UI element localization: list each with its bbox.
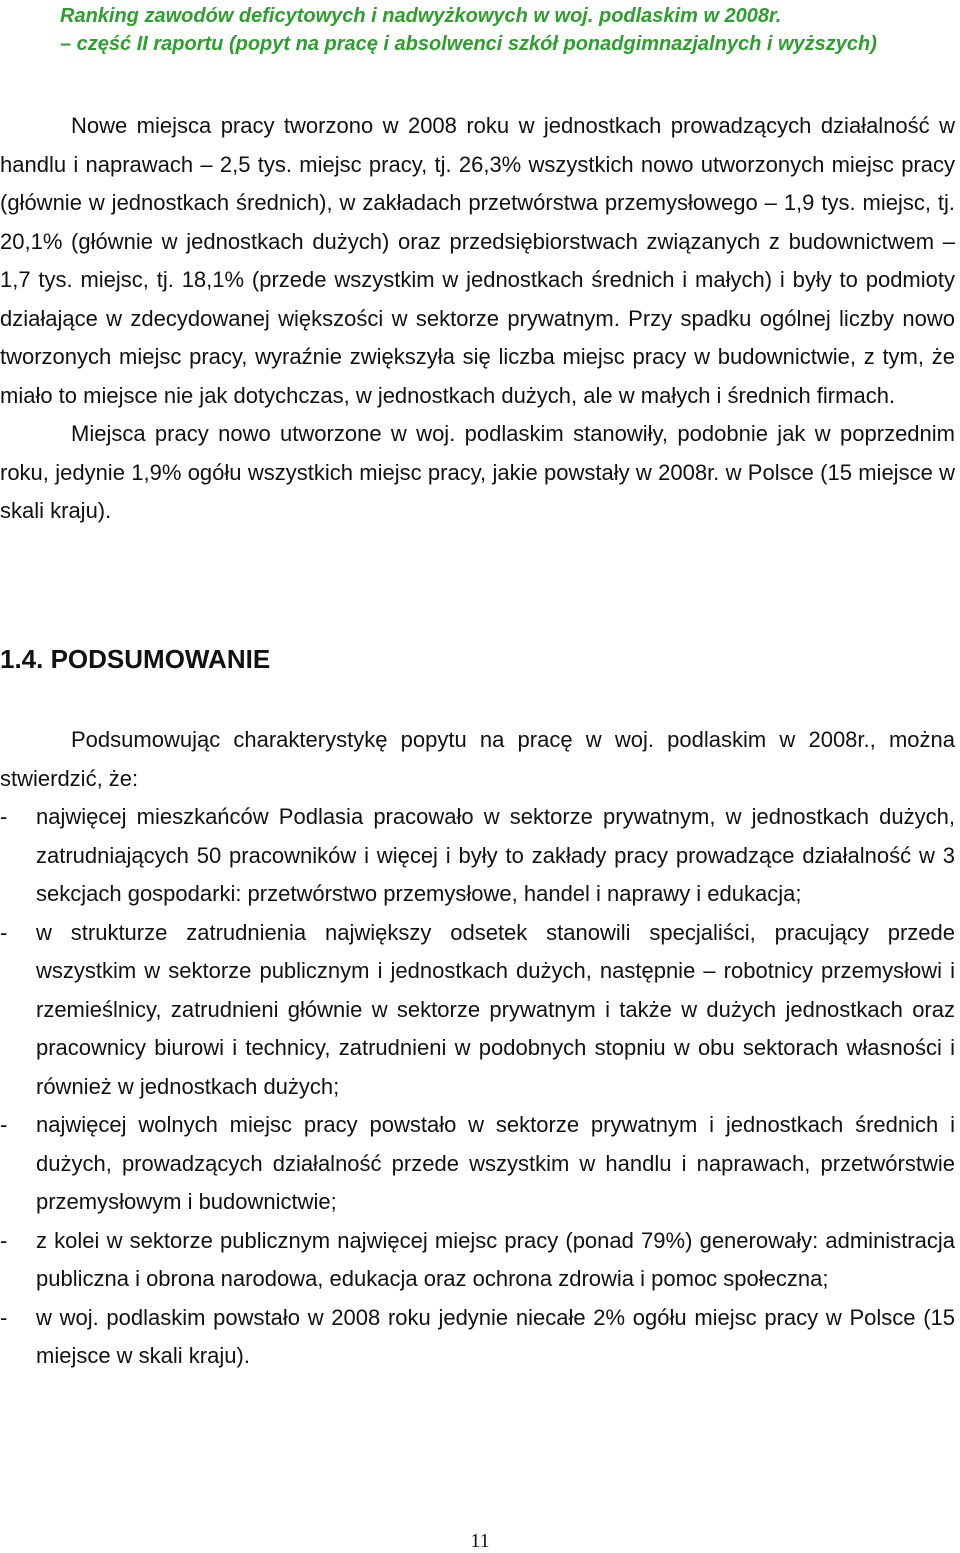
bullet-text: w woj. podlaskim powstało w 2008 roku jedynie niecałe 2% ogółu miejsc pracy w Polsce (15 miejsce w skali kraju). xyxy=(36,1304,955,1368)
bullet-dash: - xyxy=(0,1112,8,1137)
body-text xyxy=(0,107,955,531)
bullet-item xyxy=(0,1222,955,1299)
paragraph-share: Miejsca pracy nowo utworzone w woj. podlaskim stanowiły, podobnie jak w poprzednim roku, jedynie 1,9% ogółu wszystkich miejsc pracy, jakie powstały w 2008r. w Polsce (15 miejsce w skali kraju). xyxy=(0,421,955,523)
page-number: 11 xyxy=(470,1530,490,1552)
header-subtitle: – część II raportu (popyt na pracę i absolwenci szkół ponadgimnazjalnych i wyższych) xyxy=(60,33,877,55)
bullet-item xyxy=(0,1299,955,1376)
bullet-text: najwięcej wolnych miejsc pracy powstało w sektorze prywatnym i jednostkach średnich i dużych, prowadzących działalność przede wszystkim w handlu i naprawach, przetwórstwie przemysłowym i budownictwie; xyxy=(36,1112,955,1214)
bullet-dash: - xyxy=(0,804,8,829)
bullet-text: najwięcej mieszkańców Podlasia pracowało w sektorze prywatnym, w jednostkach dużych, zatrudniających 50 pracowników i więcej i były to zakłady pracy prowadzące działalność w 3 sekcjach gospodarki: przetwórstwo przemysłowe, handel i naprawy i edukacja; xyxy=(36,804,955,906)
paragraph-new-jobs: Nowe miejsca pracy tworzono w 2008 roku w jednostkach prowadzących działalność w handlu i naprawach – 2,5 tys. miejsc pracy, tj. 26,3% wszystkich nowo utworzonych miejsc pracy (głównie w jednostkach średnich), w zakładach przetwórstwa przemysłowego – 1,9 tys. miejsc, tj. 20,1% (głównie w jednostkach dużych) oraz przedsiębiorstwach związanych z budownictwem – 1,7 tys. miejsc, tj. 18,1% (przede wszystkim w jednostkach średnich i małych) i były to podmioty działające w zdecydowanej większości w sektorze prywatnym. Przy spadku ogólnej liczby nowo tworzonych miejsc pracy, wyraźnie zwiększyła się liczba miejsc pracy w budownictwie, z tym, że miało to miejsce nie jak dotychczas, w jednostkach dużych, ale w małych i średnich firmach. xyxy=(0,113,955,408)
header-title: Ranking zawodów deficytowych i nadwyżkowych w woj. podlaskim w 2008r. xyxy=(60,5,782,27)
summary-intro: Podsumowując charakterystykę popytu na pracę w woj. podlaskim w 2008r., można stwierdzić, że: xyxy=(0,727,955,791)
running-header xyxy=(0,2,960,58)
bullet-dash: - xyxy=(0,1304,8,1330)
bullet-text: w strukturze zatrudnienia największy odsetek stanowili specjaliści, pracujący przede wszystkim w sektorze publicznym i jednostkach dużych, następnie – robotnicy przemysłowi i rzemieślnicy, zatrudnieni głównie w sektorze prywatnym i także w dużych jednostkach oraz pracownicy biurowi i technicy, zatrudnieni w podobnych stopniu w obu sektorach własności i również w jednostkach dużych; xyxy=(36,919,955,1099)
bullet-text: z kolei w sektorze publicznym najwięcej miejsc pracy (ponad 79%) generowały: administracja publiczna i obrona narodowa, edukacja oraz ochrona zdrowia i pomoc społeczna; xyxy=(36,1227,955,1291)
bullet-dash: - xyxy=(0,1227,8,1253)
bullet-dash: - xyxy=(0,919,8,945)
bullet-item xyxy=(0,798,955,914)
summary-section xyxy=(0,721,955,1376)
section-heading: 1.4. PODSUMOWANIE xyxy=(0,644,271,674)
bullet-item xyxy=(0,914,955,1107)
bullet-item xyxy=(0,1106,955,1222)
